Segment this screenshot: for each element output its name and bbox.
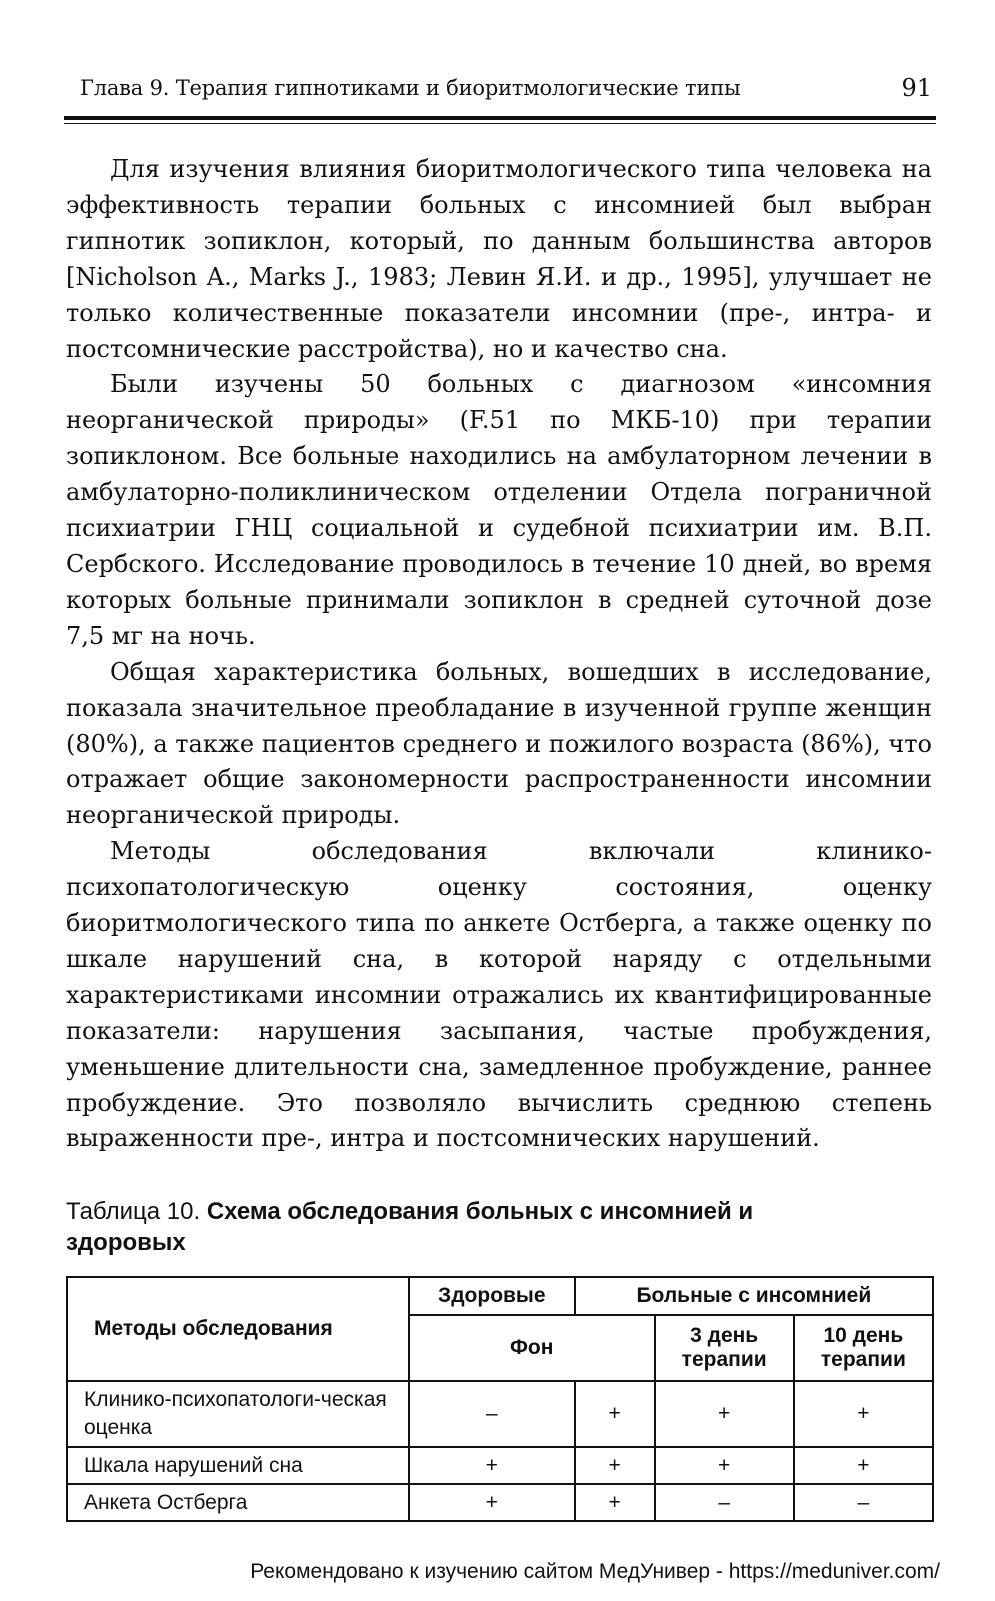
day10-cell: + xyxy=(794,1381,933,1447)
header-patients: Больные с инсомнией xyxy=(575,1277,933,1315)
method-cell: Клинико-психопатологи-ческая оценка xyxy=(67,1381,409,1447)
header-rule-thick xyxy=(64,116,936,120)
chapter-title: Глава 9. Терапия гипнотиками и биоритмологические типы xyxy=(80,76,741,100)
healthy-bg-cell: + xyxy=(409,1484,575,1521)
patients-bg-cell: + xyxy=(575,1447,655,1484)
header-background: Фон xyxy=(409,1315,655,1381)
paragraph: Методы обследования включали клинико-психопатологическую оценку состояния, оценку биоритмологического типа по анкете Остберга, а также оценку по шкале нарушений сна, в которой наряду с отдельными характеристиками инсомнии отражались их квантифицированные показатели: нарушения засыпания, частые пробуждения, уменьшение длительности сна, замедленное пробуждение, раннее пробуждение. Это позволяло вычислить среднюю степень выраженности пре-, интра и постсомнических нарушений. xyxy=(66,837,932,1153)
patients-bg-cell: + xyxy=(575,1484,655,1521)
paragraph: Общая характеристика больных, вошедших в исследование, показала значительное преобладание в изученной группе женщин (80%), а также пациентов среднего и пожилого возраста (86%), что отражает общие закономерности распространенности инсомнии неорганической природы. xyxy=(66,657,932,830)
healthy-bg-cell: + xyxy=(409,1447,575,1484)
table-header-row xyxy=(67,1277,933,1315)
day10-cell: – xyxy=(794,1484,933,1521)
table-row xyxy=(67,1484,933,1521)
day3-cell: – xyxy=(655,1484,794,1521)
method-cell: Шкала нарушений сна xyxy=(67,1447,409,1484)
table-caption xyxy=(66,1196,846,1258)
method-cell: Анкета Остберга xyxy=(67,1484,409,1521)
table-caption-title: Схема обследования больных с инсомнией и здоровых xyxy=(66,1198,754,1256)
patients-bg-cell: + xyxy=(575,1381,655,1447)
healthy-bg-cell: – xyxy=(409,1381,575,1447)
table-row xyxy=(67,1447,933,1484)
body-text xyxy=(66,152,932,1157)
header-day10: 10 день терапии xyxy=(794,1315,933,1381)
day3-cell: + xyxy=(655,1381,794,1447)
paragraph: Для изучения влияния биоритмологического типа человека на эффективность терапии больных с инсомнией был выбран гипнотик зопиклон, который, по данным большинства авторов [Nicholson A., Marks J., 1983; Левин Я.И. и др., 1995], улучшает не только количественные показатели инсомнии (пре-, интра- и постсомнические расстройства), но и качество сна. xyxy=(66,155,932,363)
header-methods: Методы обследования xyxy=(67,1277,409,1381)
header-healthy: Здоровые xyxy=(409,1277,575,1315)
header-rule-thin xyxy=(64,123,936,124)
table-row xyxy=(67,1381,933,1447)
footer-note: Рекомендовано к изучению сайтом МедУнивер - https://meduniver.com/ xyxy=(250,1560,940,1583)
page-number: 91 xyxy=(901,74,932,102)
examination-scheme-table xyxy=(66,1276,934,1522)
day3-cell: + xyxy=(655,1447,794,1484)
header-day3: 3 день терапии xyxy=(655,1315,794,1381)
table-caption-prefix: Таблица 10. xyxy=(66,1198,201,1225)
day10-cell: + xyxy=(794,1447,933,1484)
running-head xyxy=(80,64,932,108)
paragraph: Были изучены 50 больных с диагнозом «инсомния неорганической природы» (F.51 по МКБ-10) при терапии зопиклоном. Все больные находились на амбулаторном лечении в амбулаторно-поликлиническом отделении Отдела пограничной психиатрии ГНЦ социальной и судебной психиатрии им. В.П. Сербского. Исследование проводилось в течение 10 дней, во время которых больные принимали зопиклон в средней суточной дозе 7,5 мг на ночь. xyxy=(66,370,932,650)
